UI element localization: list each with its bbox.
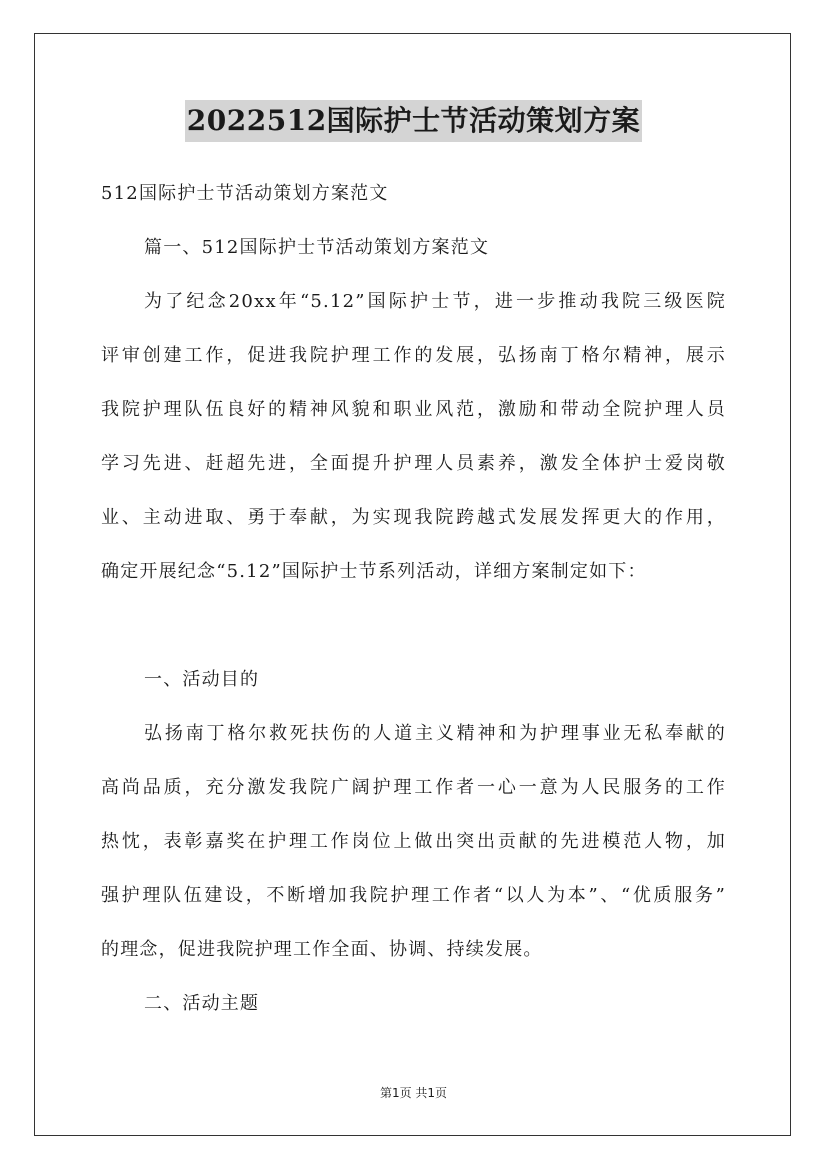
page-footer: 第1页 共1页 (379, 1086, 448, 1100)
paragraph-line: 热忱，表彰嘉奖在护理工作岗位上做出突出贡献的先进模范人物，加 (101, 831, 726, 852)
paragraph-line: 为了纪念20xx年“5.12”国际护士节，进一步推动我院三级医院 (144, 291, 726, 312)
article-heading: 篇一、512国际护士节活动策划方案范文 (144, 237, 490, 258)
paragraph-line: 我院护理队伍良好的精神风貌和职业风范，激励和带动全院护理人员 (101, 399, 726, 420)
paragraph-line: 确定开展纪念“5.12”国际护士节系列活动，详细方案制定如下： (101, 561, 647, 582)
subtitle: 512国际护士节活动策划方案范文 (101, 183, 389, 204)
paragraph-line: 高尚品质，充分激发我院广阔护理工作者一心一意为人民服务的工作 (101, 777, 726, 798)
title-wrap (0, 100, 827, 142)
paragraph-line: 强护理队伍建设，不断增加我院护理工作者“以人为本”、“优质服务” (101, 885, 726, 906)
paragraph-line: 弘扬南丁格尔救死扶伤的人道主义精神和为护理事业无私奉献的 (144, 723, 726, 744)
document-title: 2022512国际护士节活动策划方案 (185, 100, 642, 142)
section-heading: 一、活动目的 (144, 669, 260, 690)
section-heading: 二、活动主题 (144, 993, 260, 1014)
paragraph-line: 的理念，促进我院护理工作全面、协调、持续发展。 (101, 939, 543, 960)
paragraph-line: 评审创建工作，促进我院护理工作的发展，弘扬南丁格尔精神，展示 (101, 345, 726, 366)
paragraph-line: 业、主动进取、勇于奉献，为实现我院跨越式发展发挥更大的作用， (101, 507, 726, 528)
paragraph-line: 学习先进、赶超先进，全面提升护理人员素养，激发全体护士爱岗敬 (101, 453, 726, 474)
